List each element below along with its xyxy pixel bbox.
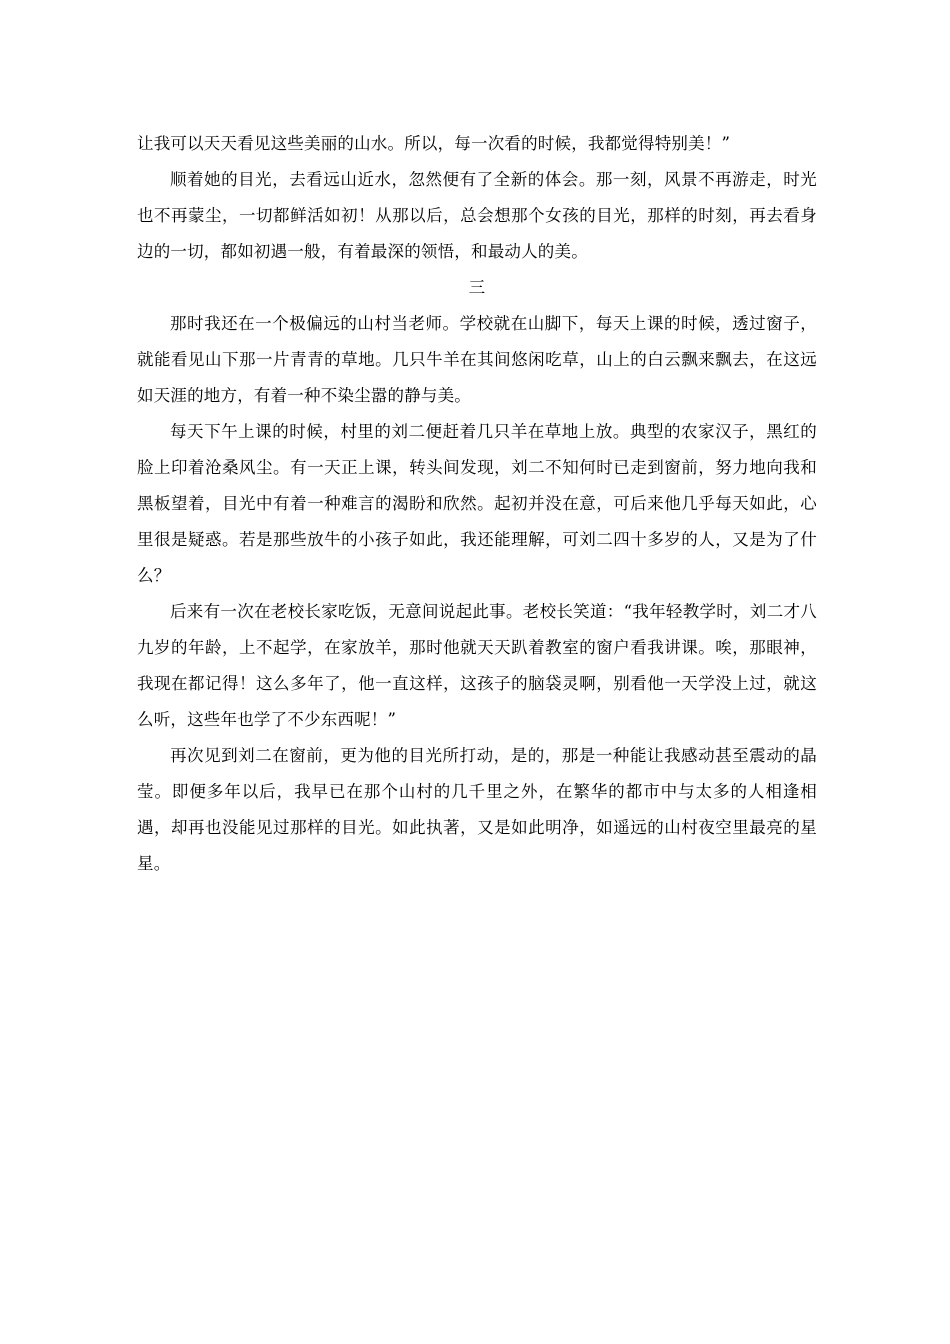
paragraph-continued: 让我可以天天看见这些美丽的山水。所以，每一次看的时候，我都觉得特别美！” xyxy=(137,134,731,153)
paragraph: 每天下午上课的时候，村里的刘二便赶着几只羊在草地上放。典型的农家汉子，黑红的脸上印着沧桑风尘。有一天正上课，转头间发现，刘二不知何时已走到窗前，努力地向我和黑板望着，目光中有着一种难言的渴盼和欣然。起初并没在意，可后来他几乎每天如此，心里很是疑惑。若是那些放牛的小孩子如此，我还能理解，可刘二四十多岁的人，又是为了什么？ xyxy=(137,422,817,585)
paragraph: 后来有一次在老校长家吃饭，无意间说起此事。老校长笑道：“我年轻教学时，刘二才八九岁的年龄，上不起学，在家放羊，那时他就天天趴着教室的窗户看我讲课。唉，那眼神，我现在都记得！这么多年了，他一直这样，这孩子的脑袋灵啊，别看他一天学没上过，就这么听，这些年也学了不少东西呢！” xyxy=(137,602,817,729)
paragraph: 那时我还在一个极偏远的山村当老师。学校就在山脚下，每天上课的时候，透过窗子，就能看见山下那一片青青的草地。几只牛羊在其间悠闲吃草，山上的白云飘来飘去，在这远如天涯的地方，有着一种不染尘嚣的静与美。 xyxy=(137,314,817,405)
paragraph: 再次见到刘二在窗前，更为他的目光所打动，是的，那是一种能让我感动甚至震动的晶莹。即便多年以后，我早已在那个山村的几千里之外，在繁华的都市中与太多的人相逢相遇，却再也没能见过那样的目光。如此执著，又是如此明净，如遥远的山村夜空里最亮的星星。 xyxy=(137,746,817,873)
paragraph: 顺着她的目光，去看远山近水，忽然便有了全新的体会。那一刻，风景不再游走，时光也不再蒙尘，一切都鲜活如初！从那以后，总会想那个女孩的目光，那样的时刻，再去看身边的一切，都如初遇一般，有着最深的领悟，和最动人的美。 xyxy=(137,170,817,261)
section-number-heading: 三 xyxy=(468,278,486,297)
article-body xyxy=(137,126,817,882)
